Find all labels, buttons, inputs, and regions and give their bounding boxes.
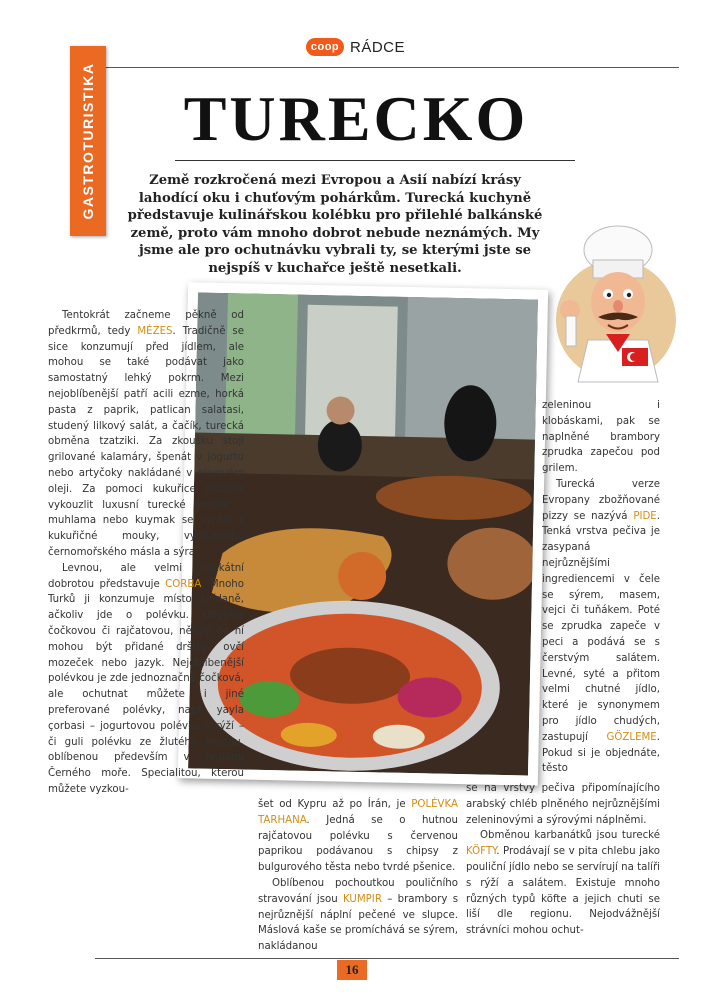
paragraph: Oblíbenou pochoutkou pouličního stravování jsou KUMPIR – brambory s nejrůznější náplní pečené ve slupce. Máslová kaše se promíchává se sýrem, nakládanou: [258, 877, 458, 953]
dish-name: KUMPIR: [343, 893, 382, 905]
footer-rule: [95, 958, 679, 959]
paragraph: Levnou, ale velmi delikátní dobrotou představuje CORBA. Mnoho Turků ji konzumuje místo snídaně, ačkoliv jde o polévku. Obvykle čočkovou či rajčatovou, někdy do ní mohou být přidané dršťky, ovčí mozeček nebo jazyk. Nejoblíbenější polévkou je zde jednoznačně čočková, ale ochutnat můžete i jiné preferované polévky, např. yayla çorbasi – jogurtovou polévku s rýží – či guli polévku ze žlutého hrachu, oblíbenou především v regionu Černého moře. Specialitou, kterou můžete vyzkou-: [48, 562, 244, 795]
section-label: RÁDCE: [350, 38, 406, 56]
text-column-left: [48, 308, 244, 798]
paragraph: se na vrstvy pečiva připomínajícího arabský chléb plněného nejrůznějšími zeleninovými a sýrovými náplněmi.: [466, 783, 660, 826]
category-tab: [70, 46, 106, 236]
paragraph: Obměnou karbanátků jsou turecké KÖFTY. Prodávají se v pita chlebu jako pouliční jídlo nebo se servírují na talíři s rýží a salátem. Existuje mnoho různých typů köfte a jejich chuti se liší dle regionu. Nejodvážnější strávníci mohou ochut-: [466, 830, 660, 937]
category-tab-label: GASTROTURISTIKA: [80, 62, 96, 220]
paragraph: Turecká verze Evropany zbožňované pizzy se nazývá PIDE. Tenká vrstva pečiva je zasypaná nejrůznějšími ingrediencemi v čele se sýrem, masem, vejci či tuňákem. Poté se zprudka zapeče v peci a podává se s čerstvým salátem. Levné, syté a přitom velmi chutné jídlo, které je synonymem pro jídlo chudých, zastupují GÖZLEME. Pokud si je objednáte, těsto: [542, 478, 660, 775]
text-column-middle: [258, 797, 458, 955]
header-brand: [306, 38, 405, 56]
dish-name: MÉZES: [137, 325, 173, 337]
paragraph: Tentokrát začneme pěkně od předkrmů, tedy MÉZES. Tradičně se sice konzumují před jídlem, ale mohou se také podávat jako samostatný lehký pokrm. Mezi nejoblíbenější patří acili ezme, horká pasta z paprik, patlican salatasi, studený lilkový salát, a čačík, turecká obměna tzatziki. Za zkoušku stojí grilované kalamáry, špenát v jogurtu nebo artyčoky nakládané v olivovém oleji. Za pomoci kukuřice můžete vykouzlit luxusní turecké fondue – muhlama nebo kuymak se vyrábí z kukuřičné mouky, vynikajícího černomořského másla a sýra.: [48, 310, 244, 558]
dish-name: KÖFTY: [466, 846, 497, 858]
page-number: 16: [337, 960, 367, 980]
dish-name: CORBA: [165, 578, 202, 590]
paragraph: šet od Kypru až po Írán, je POLÉVKA TARHANA. Jedná se o hutnou rajčatovou polévku s červenou paprikou podávanou s chipsy z bulgurového těsta nebo tvrdé pšenice.: [258, 799, 458, 874]
coop-logo: coop: [306, 38, 344, 56]
dish-name: GÖZLEME: [606, 731, 657, 743]
article-lead: Země rozkročená mezi Evropou a Asií nabízí krásy lahodící oku i chuťovým pohárkům. Turecká kuchyně představuje kulinářskou kolébku pro přilehlé balkánské země, proto vám mnoho dobrot nebude neznámých. My jsme ale pro ochutnávku vybrali ty, se kterými jste se nejspíš v kuchařce ještě nesetkali.: [127, 173, 543, 276]
dish-name: POLÉVKA TARHANA: [258, 799, 458, 826]
title-rule: [175, 160, 575, 161]
dish-name: PIDE: [633, 510, 657, 522]
text-column-bottom-right: [466, 781, 660, 939]
header-rule: [95, 67, 679, 68]
chef-illustration: [548, 222, 678, 387]
text-column-right: [542, 398, 660, 777]
article-title: TURECKO: [183, 83, 529, 154]
paragraph: zeleninou i klobáskami, pak se naplněné brambory zprudka zapečou pod grilem.: [542, 400, 660, 475]
